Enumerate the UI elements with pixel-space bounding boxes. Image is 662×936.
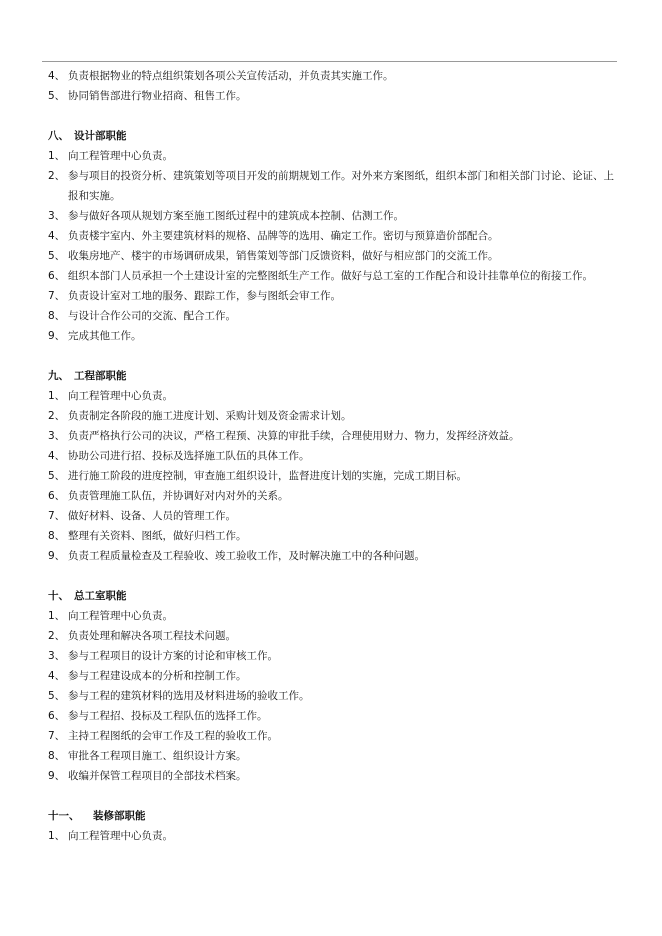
item-number: 5、 xyxy=(48,690,66,702)
intro-list xyxy=(48,66,618,106)
document-body xyxy=(48,66,618,846)
section-title: 总工室职能 xyxy=(74,590,127,602)
list-item xyxy=(48,726,618,746)
item-text: 负责设计室对工地的服务、跟踪工作，参与图纸会审工作。 xyxy=(68,290,341,302)
item-text: 负责工程质量检查及工程验收、竣工验收工作，及时解决施工中的各种问题。 xyxy=(68,550,425,562)
list-item xyxy=(48,166,618,206)
item-text: 参与工程招、投标及工程队伍的选择工作。 xyxy=(68,710,268,722)
item-number: 2、 xyxy=(48,170,66,182)
list-item xyxy=(48,646,618,666)
item-text: 组织本部门人员承担一个土建设计室的完整图纸生产工作。做好与总工室的工作配合和设计挂靠单位的衔接工作。 xyxy=(68,270,593,282)
list-item xyxy=(48,666,618,686)
section-heading-decoration xyxy=(48,806,618,826)
section-heading-chief xyxy=(48,586,618,606)
list-item xyxy=(48,86,618,106)
decoration-list xyxy=(48,826,618,846)
design-list xyxy=(48,146,618,346)
list-item xyxy=(48,466,618,486)
section-title: 设计部职能 xyxy=(74,130,127,142)
list-item xyxy=(48,626,618,646)
list-item xyxy=(48,226,618,246)
section-heading-engineering xyxy=(48,366,618,386)
list-item xyxy=(48,406,618,426)
list-item xyxy=(48,426,618,446)
item-number: 3、 xyxy=(48,650,66,662)
item-text: 协助公司进行招、投标及选择施工队伍的具体工作。 xyxy=(68,450,310,462)
item-text: 参与项目的投资分析、建筑策划等项目开发的前期规划工作。对外来方案图纸，组织本部门和相关部门讨论、论证、上报和实施。 xyxy=(68,170,614,202)
item-text: 向工程管理中心负责。 xyxy=(68,830,173,842)
item-number: 4、 xyxy=(48,230,66,242)
item-text: 参与工程建设成本的分析和控制工作。 xyxy=(68,670,247,682)
item-number: 3、 xyxy=(48,430,66,442)
list-item xyxy=(48,546,618,566)
engineering-list xyxy=(48,386,618,566)
list-item xyxy=(48,286,618,306)
item-text: 整理有关资料、图纸，做好归档工作。 xyxy=(68,530,247,542)
item-text: 向工程管理中心负责。 xyxy=(68,390,173,402)
section-number: 十、 xyxy=(48,590,69,602)
header-rule xyxy=(42,61,617,62)
list-item xyxy=(48,446,618,466)
item-number: 1、 xyxy=(48,150,66,162)
item-text: 主持工程图纸的会审工作及工程的验收工作。 xyxy=(68,730,278,742)
list-item xyxy=(48,766,618,786)
list-item xyxy=(48,246,618,266)
item-number: 8、 xyxy=(48,750,66,762)
item-number: 5、 xyxy=(48,90,66,102)
list-item xyxy=(48,826,618,846)
list-item xyxy=(48,686,618,706)
item-text: 负责根据物业的特点组织策划各项公关宣传活动，并负责其实施工作。 xyxy=(68,70,394,82)
item-text: 收编并保管工程项目的全部技术档案。 xyxy=(68,770,247,782)
item-number: 1、 xyxy=(48,830,66,842)
item-number: 5、 xyxy=(48,470,66,482)
list-item xyxy=(48,146,618,166)
item-number: 2、 xyxy=(48,410,66,422)
section-heading-design xyxy=(48,126,618,146)
list-item xyxy=(48,746,618,766)
section-title: 装修部职能 xyxy=(93,810,146,822)
item-number: 9、 xyxy=(48,770,66,782)
item-text: 收集房地产、楼宇的市场调研成果，销售策划等部门反馈资料，做好与相应部门的交流工作。 xyxy=(68,250,499,262)
item-text: 进行施工阶段的进度控制，审查施工组织设计，监督进度计划的实施，完成工期目标。 xyxy=(68,470,467,482)
item-number: 3、 xyxy=(48,210,66,222)
item-number: 4、 xyxy=(48,670,66,682)
section-number: 八、 xyxy=(48,130,69,142)
item-number: 6、 xyxy=(48,490,66,502)
item-text: 参与做好各项从规划方案至施工图纸过程中的建筑成本控制、估测工作。 xyxy=(68,210,404,222)
item-number: 1、 xyxy=(48,610,66,622)
list-item xyxy=(48,706,618,726)
item-number: 7、 xyxy=(48,730,66,742)
section-number: 九、 xyxy=(48,370,69,382)
list-item xyxy=(48,66,618,86)
item-text: 参与工程项目的设计方案的讨论和审核工作。 xyxy=(68,650,278,662)
item-number: 6、 xyxy=(48,270,66,282)
item-text: 协同销售部进行物业招商、租售工作。 xyxy=(68,90,247,102)
list-item xyxy=(48,506,618,526)
list-item xyxy=(48,266,618,286)
list-item xyxy=(48,326,618,346)
item-text: 参与工程的建筑材料的选用及材料进场的验收工作。 xyxy=(68,690,310,702)
item-text: 做好材料、设备、人员的管理工作。 xyxy=(68,510,236,522)
item-number: 8、 xyxy=(48,530,66,542)
item-text: 向工程管理中心负责。 xyxy=(68,610,173,622)
list-item xyxy=(48,486,618,506)
item-text: 负责严格执行公司的决议，严格工程预、决算的审批手续，合理使用财力、物力，发挥经济效益。 xyxy=(68,430,520,442)
item-number: 4、 xyxy=(48,70,66,82)
item-text: 负责楼宇室内、外主要建筑材料的规格、品牌等的选用、确定工作。密切与预算造价部配合。 xyxy=(68,230,499,242)
list-item xyxy=(48,526,618,546)
item-text: 完成其他工作。 xyxy=(68,330,142,342)
item-text: 审批各工程项目施工、组织设计方案。 xyxy=(68,750,247,762)
item-text: 与设计合作公司的交流、配合工作。 xyxy=(68,310,236,322)
list-item xyxy=(48,386,618,406)
item-number: 9、 xyxy=(48,330,66,342)
list-item xyxy=(48,206,618,226)
list-item xyxy=(48,306,618,326)
item-number: 7、 xyxy=(48,290,66,302)
list-item xyxy=(48,606,618,626)
item-text: 负责制定各阶段的施工进度计划、采购计划及资金需求计划。 xyxy=(68,410,352,422)
item-number: 6、 xyxy=(48,710,66,722)
item-number: 7、 xyxy=(48,510,66,522)
item-text: 负责管理施工队伍，并协调好对内对外的关系。 xyxy=(68,490,289,502)
item-number: 2、 xyxy=(48,630,66,642)
section-title: 工程部职能 xyxy=(74,370,127,382)
section-number: 十一、 xyxy=(48,810,80,822)
item-number: 5、 xyxy=(48,250,66,262)
item-text: 负责处理和解决各项工程技术问题。 xyxy=(68,630,236,642)
chief-list xyxy=(48,606,618,786)
item-number: 9、 xyxy=(48,550,66,562)
item-text: 向工程管理中心负责。 xyxy=(68,150,173,162)
item-number: 4、 xyxy=(48,450,66,462)
item-number: 8、 xyxy=(48,310,66,322)
item-number: 1、 xyxy=(48,390,66,402)
